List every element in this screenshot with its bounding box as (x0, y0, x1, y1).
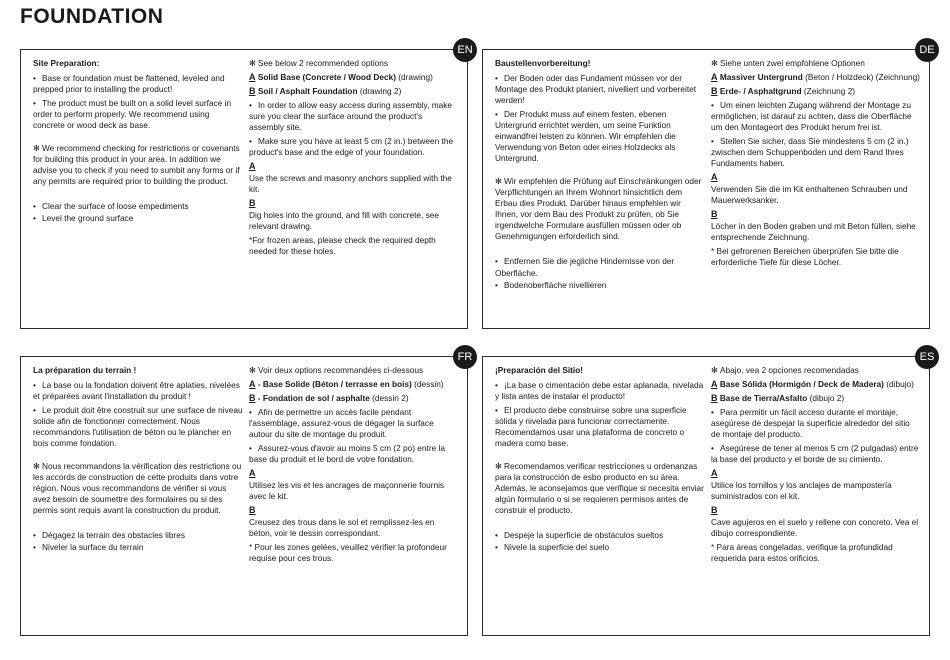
asterisk-icon: ✻ (711, 58, 718, 68)
section-a-text: Verwenden Sie die im Kit enthaltenen Schrauben und Mauerwerksanker. (711, 184, 908, 206)
bullet-icon: • (495, 380, 498, 391)
bullet-icon: • (249, 406, 252, 417)
bullet-paragraph: • Le produit doit être construit sur une surface de niveau solide afin de fonctionner correctement. Nous recommandons l'utilisation de béton ou le plancher en bois comme fondation. (33, 405, 243, 449)
option-b-note: (dessin 2) (372, 393, 409, 403)
list-item: • Entfernen Sie die jegliche Hindernisse von der Oberfläche. (495, 256, 675, 278)
section-a-text: Utilisez les vis et les ancrages de maçonnerie fournis avec le kit. (249, 480, 445, 502)
section-a-text: Utilice los tornillos y los anclajes de mampostería suministrados con el kit. (711, 480, 892, 502)
option-b (711, 86, 921, 98)
bullet-paragraph: • Para permitir un fácil acceso durante el montaje, asegúrese de despejar la superficie alrededor del sitio de montaje del producto. (711, 406, 910, 440)
option-b-note: (drawing 2) (359, 86, 402, 96)
option-a (711, 72, 921, 84)
bullet-paragraph: • Afin de permettre un accès facile pendant l'assemblage, assurez-vous de dégager la surface autour du site de montage du produit. (249, 406, 434, 440)
option-a-note: (drawing) (398, 72, 433, 83)
bullet-paragraph: • Der Produkt muss auf einem festen, ebenen Untergrund errichtet werden, um seine Funktion einwandfrei leisten zu können. Wir empfehlen die Verwendung von Beton oder eines Holzdecks als Untergrund. (495, 109, 676, 164)
option-a-letter: A (711, 379, 718, 390)
section-a-text: Use the screws and masonry anchors supplied with the kit. (249, 173, 452, 195)
asterisk-icon: ✻ (249, 58, 256, 68)
option-b-letter: B (249, 393, 256, 403)
left-column (495, 365, 705, 554)
bullet-icon: • (33, 380, 36, 391)
bullet-icon: • (711, 99, 714, 110)
option-a (711, 379, 921, 391)
right-column (711, 365, 921, 567)
option-b (711, 393, 921, 405)
bullet-icon: • (495, 73, 498, 84)
bullet-icon: • (711, 443, 714, 454)
bullet-icon: • (711, 136, 714, 147)
option-b (249, 86, 459, 98)
option-a-title: - Base Solide (Béton / terrasse en bois) (257, 379, 412, 390)
bullet-paragraph: • Asegúrese de tener al menos 5 cm (2 pulgadas) entre la base del producto y el borde de su cimiento. (711, 443, 919, 465)
left-column (495, 58, 705, 292)
bullet-paragraph: • Stellen Sie sicher, dass Sie mindestens 5 cm (2 in.) zwischen dem Schuppenboden und dem Rand Ihres Fundaments haben. (711, 136, 909, 169)
asterisk-icon: ✻ (495, 176, 502, 187)
bullet-icon: • (495, 109, 498, 120)
section-b-text: Creusez des trous dans le sol et remplissez-les en béton, voir le dessin correspondant. (249, 517, 435, 539)
bullet-icon: • (33, 405, 36, 416)
language-badge: FR (453, 345, 477, 369)
option-b (249, 393, 459, 405)
right-column (249, 58, 459, 260)
bullet-icon: • (495, 256, 498, 267)
bullet-paragraph: • Make sure you have at least 5 cm (2 in.) between the product's base and the edge of your foundation. (249, 136, 454, 158)
list-item: • Bodenoberfläche nivellieren (495, 279, 607, 290)
options-intro: ✻ Abajo, vea 2 opciones recomendadas (711, 365, 859, 375)
option-a-letter: A (249, 72, 256, 83)
asterisk-icon: ✻ (495, 461, 502, 472)
document-title: FOUNDATION (20, 5, 164, 28)
list-item: • Clear the surface of loose empediments (33, 201, 189, 212)
asterisk-icon: ✻ (33, 143, 40, 154)
bullet-paragraph: • Assurez-vous d'avoir au moins 5 cm (2 po) entre la base du produit et le bord de votre fondation. (249, 443, 445, 465)
bullet-paragraph: • El producto debe construirse sobre una superficie sólida y nivelada para funcionar correctamente. Recomendamos usar una plataforma de concreto o madera como base. (495, 405, 687, 449)
left-column (33, 58, 243, 225)
bullet-paragraph: • Der Boden oder das Fundament müssen vor der Montage des Produkt planiert, nivelliert und vorbereitet werden! (495, 73, 697, 106)
option-b-title: Soil / Asphalt Foundation (257, 86, 358, 96)
option-a-letter: A (711, 72, 718, 83)
option-a-note: (Beton / Holzdeck) (Zeichnung) (805, 72, 920, 83)
asterisk-icon: ✻ (711, 365, 718, 375)
option-b-letter: B (249, 86, 256, 96)
list-item: • Dégagez la terrain des obstacles libres (33, 530, 185, 541)
recommendation-paragraph: ✻ Wir empfehlen die Prüfung auf Einschränkungen oder Verpflichtungen an Ihrem Wohnort hinsichtlich dem Erbau dies Produkt. Darüber hinaus empfehlen wir Ihnen, vor dem Bau des Produkt zu prüfen, ob Sie irgendwelche Formulare ausfüllen müssen oder ob Genehmigungen erforderlich sind. (495, 176, 702, 242)
frozen-areas-note: * Para áreas congeladas, verifique la profundidad requerida para estos orificios. (711, 542, 893, 564)
recommendation-paragraph: ✻ We recommend checking for restrictions or covenants for building this product in your area. In addition we advise you to check if you need to sumbit any forms or if any permits are required prior to building the product. (33, 143, 240, 187)
bullet-icon: • (33, 73, 36, 84)
list-item: • Level the ground surface (33, 213, 134, 224)
options-intro: ✻ Voir deux options recommandées ci-dessous (249, 365, 424, 375)
bullet-paragraph: • La base ou la fondation doivent être aplaties, nivelées et préparées avant l'installation du produit ! (33, 380, 240, 402)
bullet-icon: • (33, 213, 36, 224)
asterisk-icon: ✻ (249, 365, 256, 375)
section-a-label: A (711, 172, 718, 183)
frozen-areas-note: *For frozen areas, please check the required depth needed for these holes. (249, 235, 436, 257)
language-badge: EN (453, 38, 477, 62)
option-b-letter: B (711, 86, 718, 96)
section-a-label: A (711, 468, 718, 479)
bullet-list (33, 530, 243, 553)
section-heading: La préparation du terrain ! (33, 365, 137, 375)
language-badge: ES (915, 345, 939, 369)
option-a (249, 72, 459, 84)
section-b-text: Cave agujeros en el suelo y rellene con concreto. Vea el dibujo correspondiente. (711, 517, 919, 539)
bullet-icon: • (33, 542, 36, 553)
section-b-label: B (249, 505, 256, 516)
option-b-note: (dibujo 2) (809, 393, 845, 403)
bullet-icon: • (33, 201, 36, 212)
section-a-label: A (249, 161, 256, 172)
section-b-text: Löcher in den Boden graben und mit Beton füllen, siehe entsprechende Zeichnung. (711, 221, 916, 243)
option-a-letter: A (249, 379, 256, 390)
option-b-title: Erde- / Asphaltgrund (719, 86, 802, 96)
option-b-letter: B (711, 393, 718, 403)
bullet-icon: • (495, 530, 498, 541)
bullet-icon: • (249, 99, 252, 110)
option-b-title: Base de Tierra/Asfalto (719, 393, 808, 403)
left-column (33, 365, 243, 554)
recommendation-paragraph: ✻ Nous recommandons la vérification des restrictions ou les accords de construction de cette produits dans votre région. Nous vous recommandons de vérifier si vous avez besoin de soumettre des formulaires ou si des permis sont requis avant la construction du produit. (33, 461, 242, 516)
section-b-label: B (249, 198, 256, 209)
section-heading: Site Preparation: (33, 58, 100, 68)
bullet-icon: • (249, 136, 252, 147)
bullet-paragraph: • Base or foundation must be flattened, leveled and prepped prior to installing the product! (33, 73, 225, 95)
recommendation-paragraph: ✻ Recomendamos verificar restricciones u ordenanzas para la construcción de esbo producto en su área. Además, le aconsejamos que verifique si necesita enviar algún formulario o si se requieren permisos antes de construir el producto. (495, 461, 704, 516)
bullet-icon: • (33, 98, 36, 109)
bullet-list (495, 256, 705, 290)
panel-es (482, 351, 935, 636)
bullet-icon: • (495, 542, 498, 553)
frozen-areas-note: * Bei gefrorenen Bereichen überprüfen Sie bitte die erforderliche Tiefe für diese Löcher. (711, 246, 899, 268)
panel-de (482, 44, 935, 329)
options-intro: ✻ Siehe unten zwei empfohlene Optionen (711, 58, 865, 68)
bullet-icon: • (495, 405, 498, 416)
option-a-note: (dibujo) (886, 379, 914, 390)
option-b-note: (Zeichnung 2) (803, 86, 856, 96)
bullet-paragraph: • ¡La base o cimentación debe estar aplanada, nivelada y lista antes de instalar el producto! (495, 380, 704, 402)
section-heading: Baustellenvorbereitung! (495, 58, 591, 68)
bullet-paragraph: • In order to allow easy access during assembly, make sure you clear the surface around the product's assembly site. (249, 99, 452, 133)
asterisk-icon: ✻ (33, 461, 40, 472)
option-a-title: Base Sólida (Hormigón / Deck de Madera) (719, 379, 884, 390)
option-a-note: (dessin) (414, 379, 444, 390)
section-heading: ¡Preparación del Sitio! (495, 365, 584, 375)
bullet-list (33, 201, 243, 224)
option-a-title: Massiver Untergrund (719, 72, 803, 83)
language-badge: DE (915, 38, 939, 62)
bullet-list (495, 530, 705, 553)
section-b-text: Dig holes into the ground, and fill with concrete, see relevant drawing. (249, 210, 440, 232)
options-intro: ✻ See below 2 recommended options (249, 58, 389, 68)
option-a (249, 379, 459, 391)
section-a-label: A (249, 468, 256, 479)
bullet-icon: • (495, 279, 498, 290)
panel-fr (20, 351, 473, 636)
right-column (249, 365, 459, 567)
option-b-title: - Fondation de sol / asphalte (257, 393, 370, 403)
bullet-icon: • (711, 406, 714, 417)
list-item: • Niveler la surface du terrain (33, 542, 144, 553)
list-item: • Despeje la superficie de obstáculos sueltos (495, 530, 664, 541)
right-column (711, 58, 921, 271)
bullet-paragraph: • Um einen leichten Zugang während der Montage zu ermöglichen, ist darauf zu achten, dass die Oberfläche um den Montageort des Produkt herum frei ist. (711, 99, 912, 133)
panel-en (20, 44, 473, 329)
frozen-areas-note: * Pour les zones gelées, veuillez vérifier la profondeur requise pour ces trous. (249, 542, 447, 564)
bullet-icon: • (33, 530, 36, 541)
bullet-icon: • (249, 443, 252, 454)
section-b-label: B (711, 505, 718, 516)
bullet-paragraph: • The product must be built on a solid level surface in order to perform properly. We recommend using concrete or wood deck as base. (33, 98, 232, 131)
list-item: • Nivele la superficie del suelo (495, 542, 610, 553)
section-b-label: B (711, 209, 718, 220)
option-a-title: Solid Base (Concrete / Wood Deck) (257, 72, 396, 83)
